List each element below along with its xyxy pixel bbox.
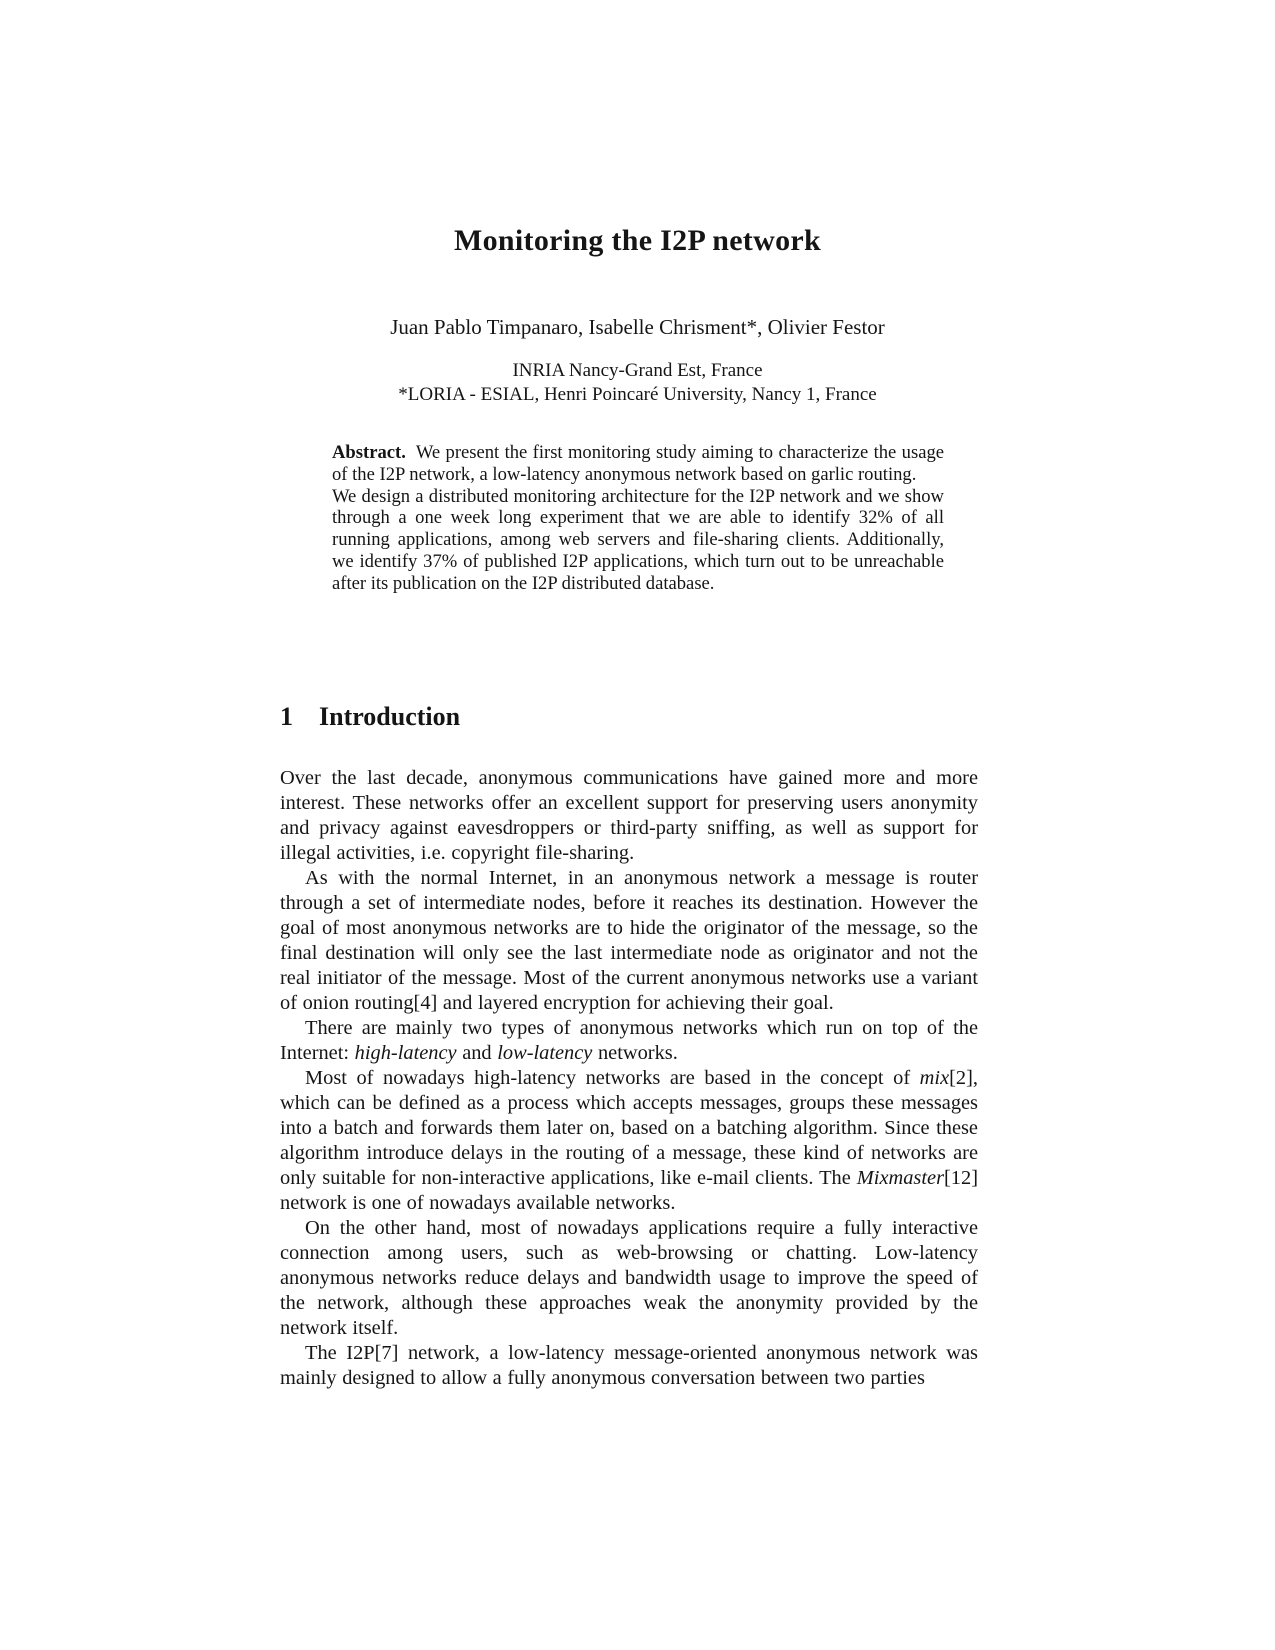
body-paragraph-1: Over the last decade, anonymous communications have gained more and more interest. These networks offer an excellent support for preserving users anonymity and privacy against eavesdroppers or third-party sniffing, as well as support for illegal activities, i.e. copyright file-sharing. (280, 767, 978, 864)
affiliation-line-2: *LORIA - ESIAL, Henri Poincaré University, Nancy 1, France (398, 383, 877, 405)
section-number: 1 (280, 702, 293, 731)
section-heading (280, 702, 978, 732)
abstract-paragraph-1 (332, 442, 944, 486)
abstract-paragraph-2: We design a distributed monitoring architecture for the I2P network and we show through a one week long experiment that we are able to identify 32% of all running applications, among web servers and file-sharing clients. Additionally, we identify 37% of published I2P applications, which turn out to be unreachable after its publication on the I2P distributed database. (332, 485, 944, 594)
section-title: Introduction (319, 702, 461, 731)
body-paragraph-6: The I2P[7] network, a low-latency message-oriented anonymous network was mainly designed to allow a fully anonymous conversation between two parties (280, 1342, 978, 1389)
affiliation-line-1: INRIA Nancy-Grand Est, France (512, 360, 763, 381)
abstract-block (332, 442, 944, 595)
body-paragraph-3: There are mainly two types of anonymous networks which run on top of the Internet: high-latency and low-latency networks. (280, 1017, 978, 1064)
authors-line: Juan Pablo Timpanaro, Isabelle Chrisment*, Olivier Festor (390, 315, 885, 339)
paper-title: Monitoring the I2P network (454, 224, 821, 257)
introduction-text (280, 766, 978, 1391)
body-paragraph-5: On the other hand, most of nowadays applications require a fully interactive connection among users, such as web-browsing or chatting. Low-latency anonymous networks reduce delays and bandwidth usage to improve the speed of the network, although these approaches weak the anonymity provided by the network itself. (280, 1217, 978, 1339)
body-paragraph-2: As with the normal Internet, in an anonymous network a message is router through a set of intermediate nodes, before it reaches its destination. However the goal of most anonymous networks are to hide the originator of the message, so the final destination will only see the last intermediate node as originator and not the real initiator of the message. Most of the current anonymous networks use a variant of onion routing[4] and layered encryption for achieving their goal. (280, 867, 978, 1014)
affiliations-block (0, 359, 1275, 406)
abstract-paragraph-1-text: We present the first monitoring study aiming to characterize the usage of the I2P network, a low-latency anonymous network based on garlic routing. (332, 442, 944, 485)
body-paragraph-4: Most of nowadays high-latency networks are based in the concept of mix[2], which can be defined as a process which accepts messages, groups these messages into a batch and forwards them later on, based on a batching algorithm. Since these algorithm introduce delays in the routing of a message, these kind of networks are only suitable for non-interactive applications, like e-mail clients. The Mixmaster[12] network is one of nowadays available networks. (280, 1067, 978, 1214)
abstract-label: Abstract. (332, 442, 406, 463)
